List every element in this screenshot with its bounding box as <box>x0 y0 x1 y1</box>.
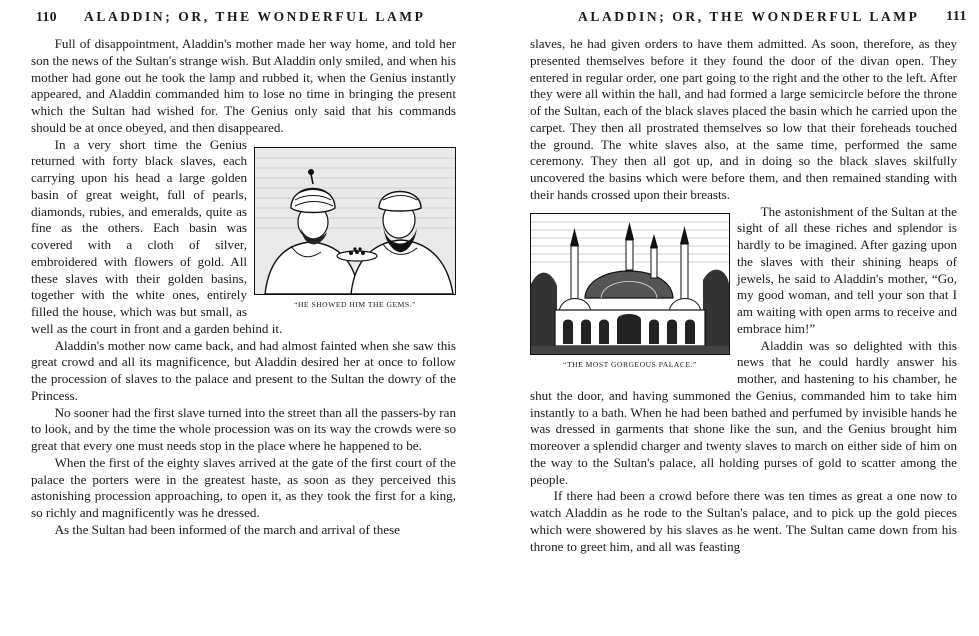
right-illustration <box>530 213 730 370</box>
left-illustration-caption: “HE SHOWED HIM THE GEMS.” <box>294 299 416 309</box>
right-text-block <box>530 36 957 555</box>
right-page <box>494 0 979 636</box>
right-running-title: ALADDIN; OR, THE WONDERFUL LAMP <box>578 9 920 24</box>
left-text-block <box>31 36 456 539</box>
palace-illustration-icon <box>530 213 730 355</box>
left-running-title: ALADDIN; OR, THE WONDERFUL LAMP <box>84 9 426 24</box>
left-paragraph-4: No sooner had the first slave turned into the street than all the passers-by ran to look, and by the time the whole procession was on its way the crowds were so great that every one must needs stop in the place where he happened to be. <box>31 404 457 453</box>
left-paragraph-5: When the first of the eighty slaves arrived at the gate of the first court of the palace the porters were in the greatest haste, as soon as they perceived this astonishing procession approaching, to open it, as they took the first for a king, so richly and magnificently was he dressed. <box>31 454 456 520</box>
two-men-with-gems-illustration-icon <box>254 147 456 295</box>
left-paragraph-1: Full of disappointment, Aladdin's mother made her way home, and told her son the news of the Sultan's strange wish. But Aladdin only smiled, and when his mother had gone out he took the lamp and rubbed it, when the Genius instantly appeared, and Aladdin commanded him to lose no time in bringing the present which the Sultan had wished for. The Genius only said that his commands should be at once obeyed, and then disappeared. <box>31 36 456 135</box>
right-paragraph-2: The astonishment of the Sultan at the sight of all these riches and splendor is hardly to be imagined. After gazing upon the slaves with their shining heaps of jewels, he said to Aladdin's mother, “Go, my good woman, and tell your son that I am waiting with open arms to receive and embrace him!” <box>737 203 957 336</box>
right-illustration-caption: “THE MOST GORGEOUS PALACE.” <box>563 359 697 369</box>
left-running-head <box>0 9 485 27</box>
left-page-number: 110 <box>36 9 58 24</box>
right-page-number: 111 <box>946 9 967 24</box>
right-paragraph-4: If there had been a crowd before there was ten times as great a one now to watch Aladdin as he rode to the Sultan's palace, and to pick up the gold pieces which were showered by his slaves as he went. The Sultan came down from his throne to greet him, and all was feasting <box>530 488 957 554</box>
right-paragraph-1: slaves, he had given orders to have them admitted. As soon, therefore, as they presented themselves before it they found the door of the divan open. They entered in regular order, one part going to the right and the other to the left. After they were all within the hall, and had formed a large semicircle before the throne of the Sultan, each of the black slaves placed the basin which he carried upon the carpet. They then all prostrated themselves so low that their foreheads touched the ground. The white slaves also, at the same time, performed the same ceremony. They then all got up, and in doing so the black slaves skilfully uncovered the basins which were before them, and then remained standing with their hands crossed upon their breasts. <box>530 36 957 202</box>
right-paragraph-3: Aladdin was so delighted with this news that he could hardly answer his mother, and hastening to his chamber, he shut the door, and having summoned the Genius, commanded him to take him instantly to a bath. When he had been bathed and perfumed by invisible hands he was dressed in garments that shone like the sun, and the Genius brought him moreover a splendid charger and twenty slaves to march on either side of him on the way to the Sultan's palace, all holding purses of gold to scatter among the people. <box>530 337 957 487</box>
left-paragraph-2: In a very short time the Genius returned with forty black slaves, each carrying upon his head a large golden basin of great weight, full of pearls, diamonds, rubies, and emeralds, quite as fine as the others. Each basin was covered with a cloth of silver, embroidered with flowers of gold. All these slaves with their golden basins, together with the white ones, entirely filled the house, which was but small, as well as the court in front and a garden behind it. <box>31 136 283 336</box>
left-paragraph-6: As the Sultan had been informed of the march and arrival of these <box>54 521 400 537</box>
right-running-head <box>494 9 979 27</box>
left-illustration <box>254 147 456 310</box>
left-paragraph-3: Aladdin's mother now came back, and had almost fainted when she saw this great crowd and all its magnificence, but Aladdin desired her at once to follow the procession of slaves to the palace and present to the Sultan the dowry of the Princess. <box>31 337 456 403</box>
left-page <box>0 0 485 636</box>
